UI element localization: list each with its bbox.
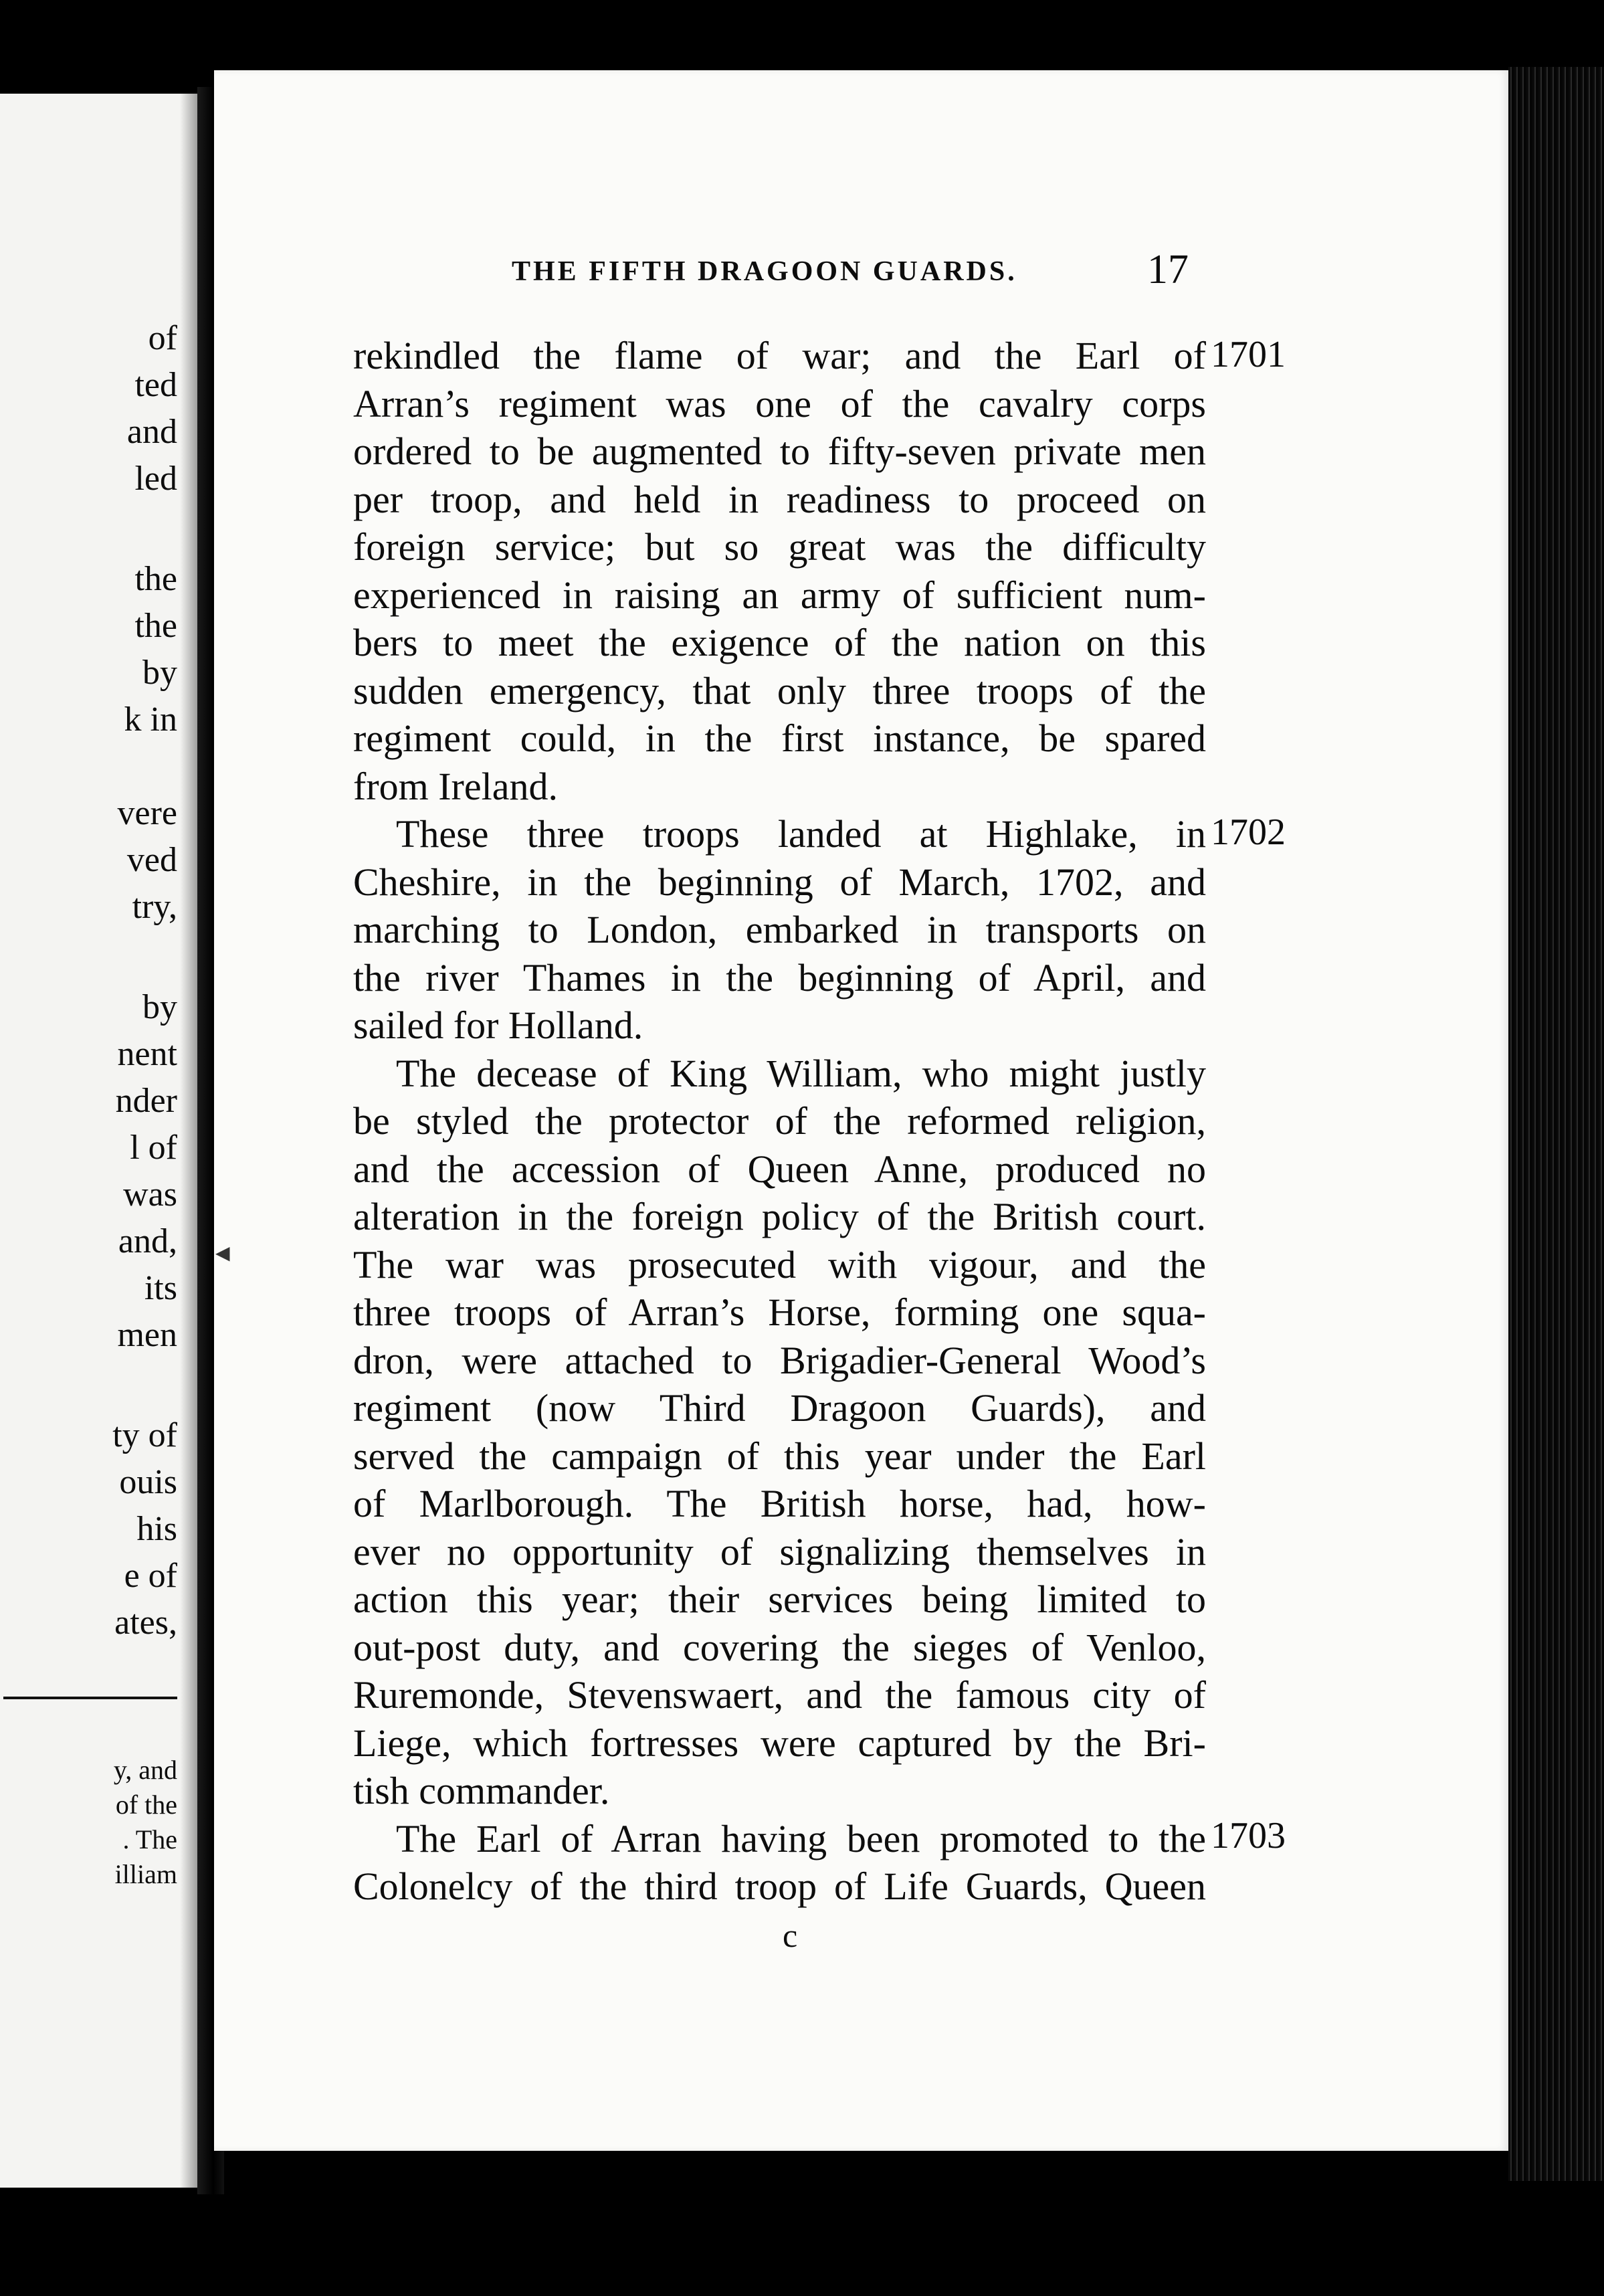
left-footnote-line: of the [115,1790,177,1820]
paragraph [353,1815,1206,1911]
text-line: regiment could, in the first instance, be spared [353,716,1206,760]
text-line: dron, were attached to Brigadier-General Wood’s [353,1338,1206,1382]
text-line: out-post duty, and covering the sieges of Venloo, [353,1625,1206,1669]
left-fragment-line: of [148,319,177,357]
paragraph [353,810,1206,1050]
page-edges [1508,67,1604,2181]
left-fragment-line: the [134,607,177,645]
text-line: sudden emergency, that only three troops of the [353,668,1206,712]
paragraph [353,332,1206,810]
left-fragment-line: ty of [112,1416,177,1454]
text-line: regiment (now Third Dragoon Guards), and [353,1386,1206,1430]
text-line: These three troops landed at Highlake, in [396,812,1206,856]
text-line: The decease of King William, who might justly [396,1051,1206,1095]
left-fragment-line: nder [115,1082,177,1120]
text-line: Cheshire, in the beginning of March, 1702, and [353,860,1206,904]
text-line: tish commander. [353,1769,610,1812]
left-fragment-line: its [144,1269,177,1307]
text-line: experienced in raising an army of sufficient num- [353,573,1206,617]
left-fragment-line: try, [132,888,177,926]
text-line: be styled the protector of the reformed religion, [353,1099,1206,1143]
text-line: ordered to be augmented to fifty-seven private men [353,429,1206,473]
paragraph [353,1050,1206,1815]
page-number: 17 [1147,247,1189,292]
text-line: Liege, which fortresses were captured by the Bri- [353,1721,1206,1765]
left-footnote-line: y, and [113,1755,177,1785]
text-line: sailed for Holland. [353,1003,643,1047]
text-line: ever no opportunity of signalizing themselves in [353,1529,1206,1573]
left-fragment-line: was [123,1175,177,1214]
left-fragment-line: vere [117,794,177,832]
text-line: and the accession of Queen Anne, produced no [353,1147,1206,1191]
left-footnote-line: . The [122,1824,177,1854]
gutter-shadow [180,94,197,2188]
text-line: Colonelcy of the third troop of Life Guards, Queen [353,1864,1206,1908]
body-text [353,332,1206,1911]
left-fragment-line: men [117,1316,177,1354]
left-fragment-line: ved [126,841,177,879]
text-line: The war was prosecuted with vigour, and the [353,1242,1206,1286]
text-line: foreign service; but so great was the difficulty [353,525,1206,569]
text-line: per troop, and held in readiness to proceed on [353,477,1206,521]
left-fragment-line: l of [130,1129,177,1167]
left-fragment-line: ouis [119,1463,177,1501]
text-line: the river Thames in the beginning of April, and [353,955,1206,999]
text-line: bers to meet the exigence of the nation on this [353,621,1206,664]
margin-year: 1703 [1211,1815,1286,1856]
left-fragment-line: the [134,560,177,598]
left-fragment-line: ates, [114,1604,177,1642]
margin-year: 1702 [1211,811,1286,853]
margin-year: 1701 [1211,334,1286,375]
left-fragment-line: by [142,654,177,692]
text-line: of Marlborough. The British horse, had, how- [353,1482,1206,1525]
text-line: rekindled the flame of war; and the Earl of [353,334,1206,377]
left-fragment-line: his [136,1510,177,1548]
left-page-fragment [0,94,197,2188]
left-footnote-line: illiam [114,1859,177,1889]
left-fragment-line: by [142,988,177,1026]
text-line: served the campaign of this year under the Earl [353,1434,1206,1478]
left-fragment-line: k in [124,700,177,739]
footnote-rule [3,1697,177,1699]
signature-mark: c [783,1917,798,1954]
running-head: THE FIFTH DRAGOON GUARDS. [512,256,1017,287]
left-fragment-line: and, [118,1222,177,1260]
text-line: action this year; their services being limited to [353,1577,1206,1621]
text-line: alteration in the foreign policy of the British court. [353,1195,1206,1238]
text-line: from Ireland. [353,764,558,808]
text-line: The Earl of Arran having been promoted to the [396,1816,1206,1860]
left-fragment-line: ted [134,366,177,404]
scan-arrow-mark: ◀ [215,1243,230,1264]
left-fragment-line: and [126,413,177,451]
text-line: three troops of Arran’s Horse, forming one squa- [353,1290,1206,1334]
left-fragment-line: e of [124,1557,177,1595]
text-line: Ruremonde, Stevenswaert, and the famous city of [353,1673,1206,1717]
text-line: Arran’s regiment was one of the cavalry corps [353,381,1206,425]
left-fragment-line: nent [117,1035,177,1073]
text-line: marching to London, embarked in transports on [353,908,1206,951]
left-fragment-line: led [134,460,177,498]
